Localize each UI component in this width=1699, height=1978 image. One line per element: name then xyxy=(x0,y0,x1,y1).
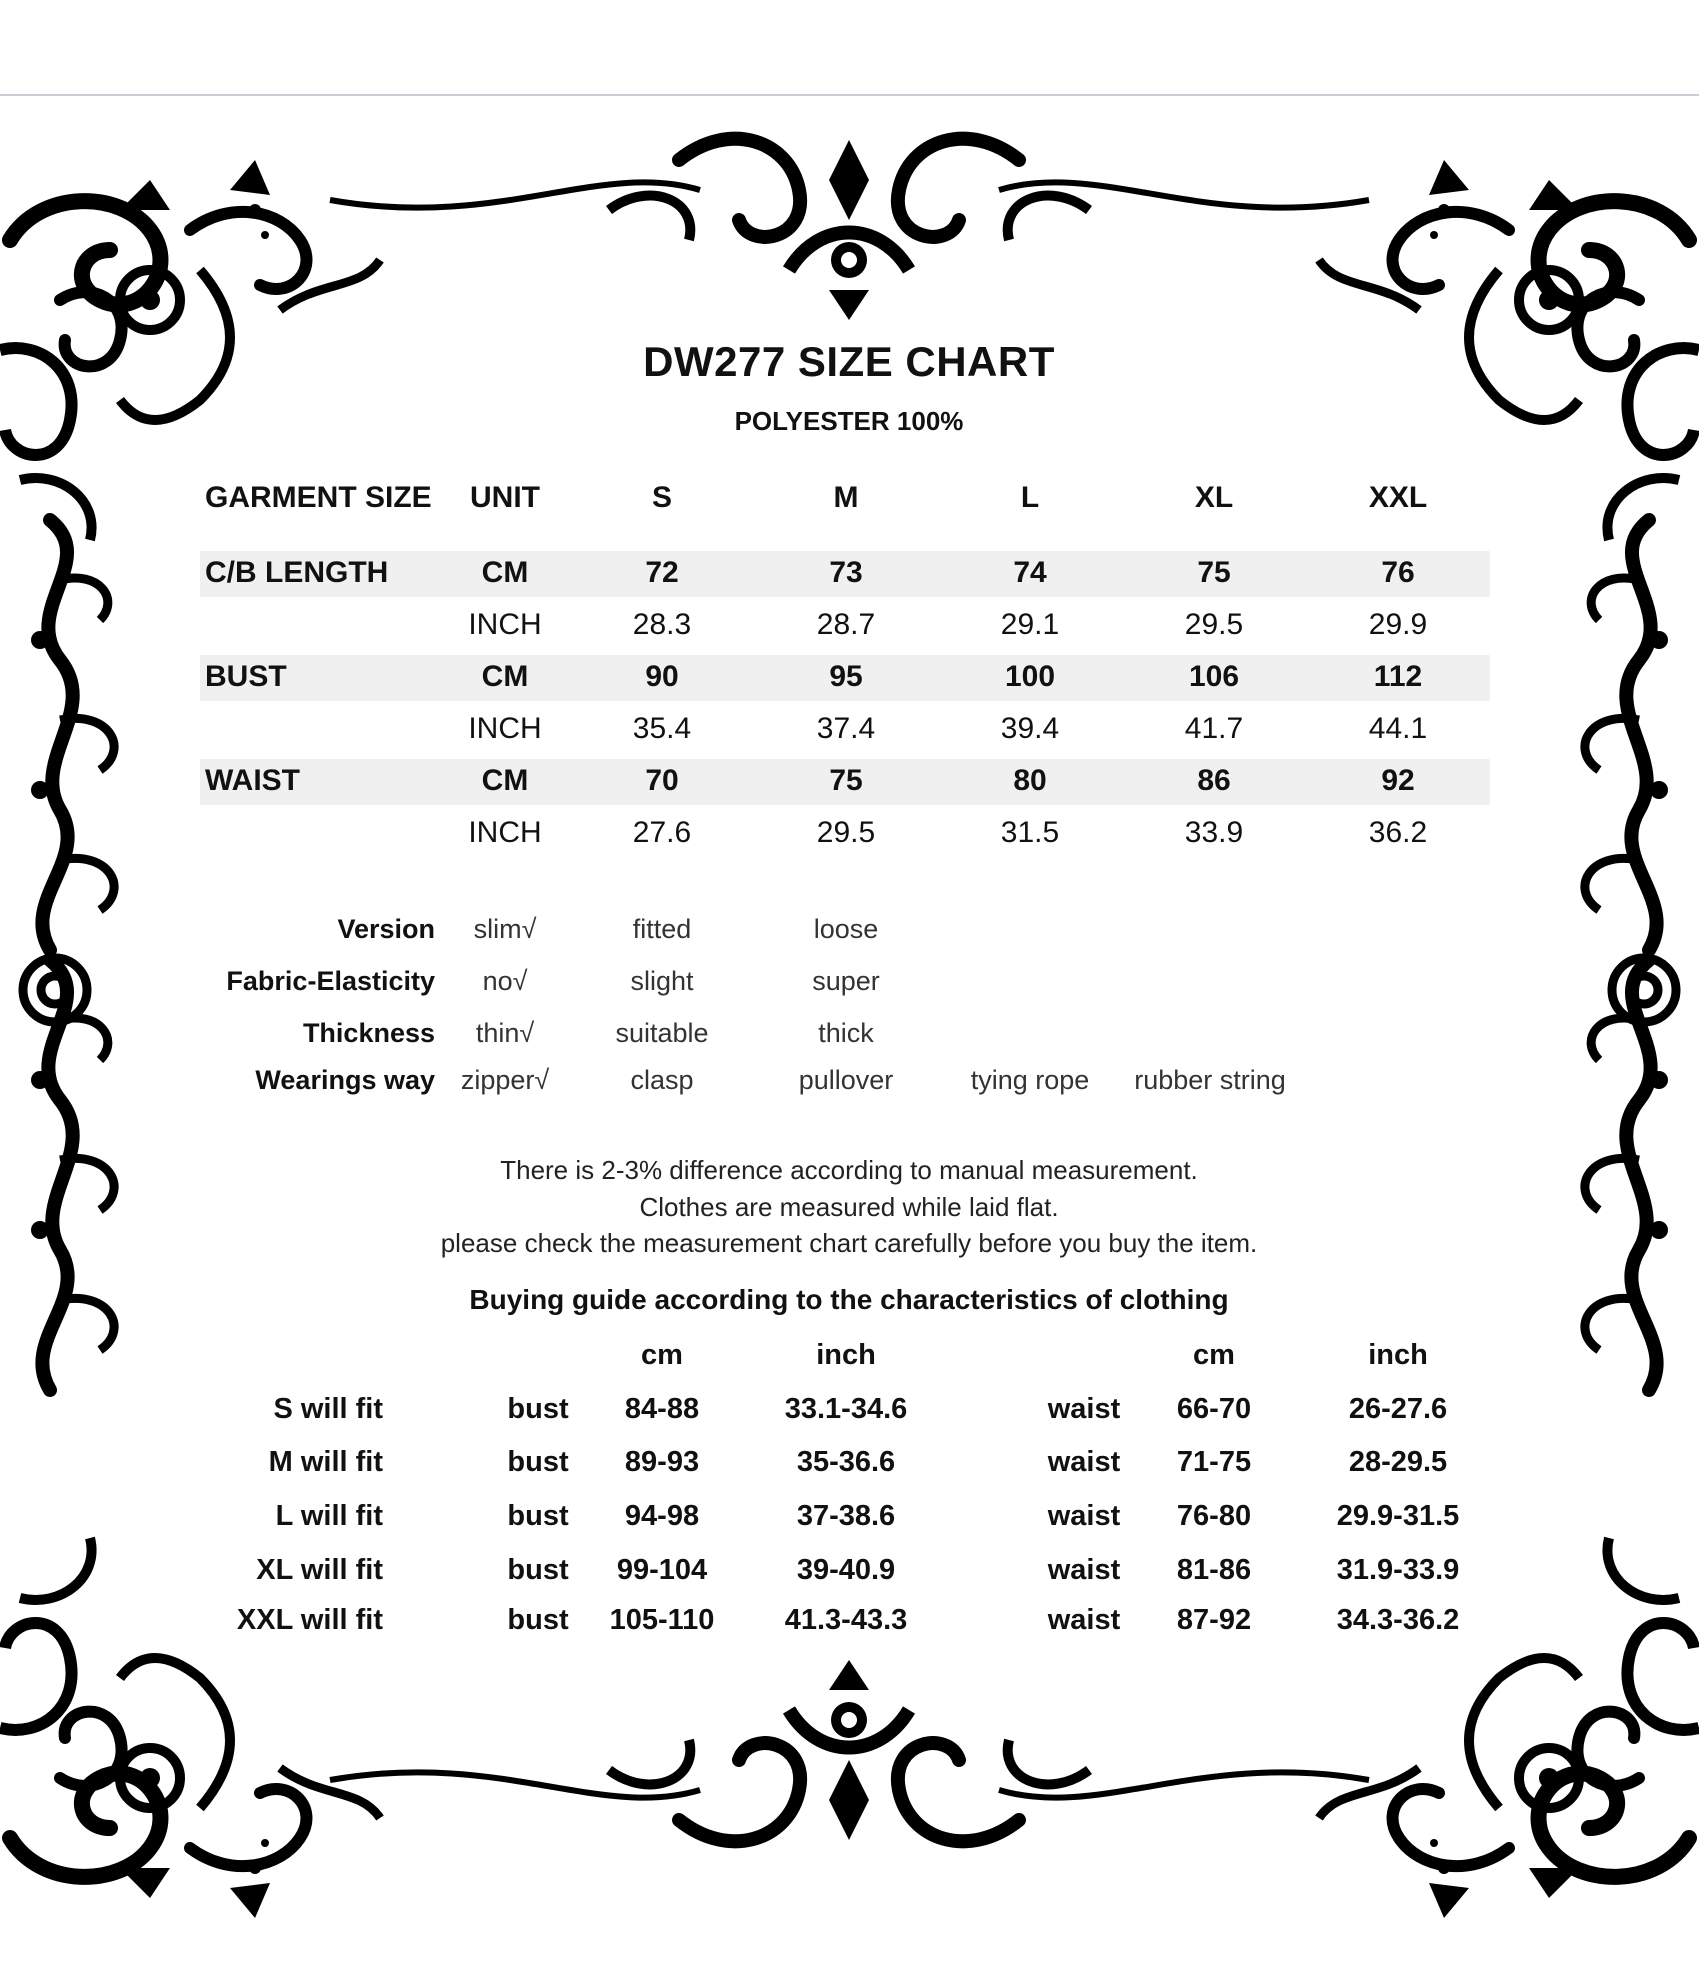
row-unit: INCH xyxy=(468,816,542,849)
guide-fit-label: XXL will fit xyxy=(236,1604,383,1636)
attribute-option: clasp xyxy=(630,1065,694,1095)
attribute-option: slim√ xyxy=(473,914,537,944)
header-size-xl: XL xyxy=(1194,481,1234,514)
attribute-option: suitable xyxy=(615,1018,709,1048)
page-title: DW277 SIZE CHART xyxy=(643,338,1055,385)
table-cell: 29.9 xyxy=(1368,608,1428,641)
guide-waist-label: waist xyxy=(1047,1604,1121,1636)
table-cell: 29.5 xyxy=(1184,608,1244,641)
attribute-option: tying rope xyxy=(970,1065,1090,1095)
table-cell: 75 xyxy=(829,764,863,797)
guide-header-waist-inch: inch xyxy=(1368,1339,1428,1371)
guide-header-bust-cm: cm xyxy=(641,1339,683,1371)
attribute-label-wearing-way: Wearings way xyxy=(255,1065,435,1095)
guide-bust-cm: 94-98 xyxy=(624,1500,700,1532)
table-cell: 86 xyxy=(1197,764,1231,797)
measurement-note: There is 2-3% difference according to manual measurement. xyxy=(500,1155,1198,1185)
table-cell: 70 xyxy=(645,764,679,797)
guide-waist-inch: 34.3-36.2 xyxy=(1336,1604,1460,1636)
attribute-option: slight xyxy=(630,966,694,996)
measurement-note: please check the measurement chart carefully before you buy the item. xyxy=(440,1228,1258,1258)
attribute-option: no√ xyxy=(482,966,528,996)
table-cell: 27.6 xyxy=(632,816,692,849)
guide-fit-label: S will fit xyxy=(273,1393,383,1425)
attribute-option: pullover xyxy=(798,1065,894,1095)
guide-waist-label: waist xyxy=(1047,1393,1121,1425)
guide-waist-inch: 31.9-33.9 xyxy=(1336,1554,1460,1586)
table-cell: 39.4 xyxy=(1000,712,1060,745)
guide-fit-label: M will fit xyxy=(268,1446,383,1478)
table-cell: 29.1 xyxy=(1000,608,1060,641)
table-cell: 28.7 xyxy=(816,608,876,641)
table-cell: 112 xyxy=(1373,660,1423,693)
guide-bust-label: bust xyxy=(507,1393,569,1425)
table-cell: 92 xyxy=(1381,764,1415,797)
attribute-option: zipper√ xyxy=(460,1065,550,1095)
table-cell: 33.9 xyxy=(1184,816,1244,849)
table-cell: 74 xyxy=(1013,556,1047,589)
guide-fit-label: XL will fit xyxy=(256,1554,383,1586)
guide-bust-cm: 89-93 xyxy=(624,1446,700,1478)
attribute-option: loose xyxy=(813,914,879,944)
attribute-option: super xyxy=(812,966,880,996)
row-unit: CM xyxy=(481,764,529,797)
header-size-m: M xyxy=(833,481,859,514)
guide-waist-inch: 28-29.5 xyxy=(1348,1446,1448,1478)
table-cell: 90 xyxy=(645,660,679,693)
attribute-option: thick xyxy=(818,1018,874,1048)
guide-bust-cm: 84-88 xyxy=(624,1393,700,1425)
guide-bust-cm: 105-110 xyxy=(609,1604,715,1636)
guide-bust-label: bust xyxy=(507,1554,569,1586)
guide-bust-inch: 33.1-34.6 xyxy=(784,1393,908,1425)
attribute-option: thin√ xyxy=(475,1018,535,1048)
measurement-note: Clothes are measured while laid flat. xyxy=(639,1192,1059,1222)
guide-header-waist-cm: cm xyxy=(1193,1339,1235,1371)
table-cell: 75 xyxy=(1197,556,1231,589)
guide-waist-cm: 81-86 xyxy=(1176,1554,1252,1586)
table-cell: 36.2 xyxy=(1368,816,1428,849)
table-cell: 100 xyxy=(1004,660,1056,693)
row-unit: INCH xyxy=(468,712,542,745)
header-unit: UNIT xyxy=(470,481,540,514)
attribute-label-elasticity: Fabric-Elasticity xyxy=(226,966,435,996)
guide-bust-label: bust xyxy=(507,1500,569,1532)
row-unit: CM xyxy=(481,556,529,589)
attribute-label-version: Version xyxy=(337,914,435,944)
header-size-xxl: XXL xyxy=(1368,481,1428,514)
buying-guide-title: Buying guide according to the characteristics of clothing xyxy=(469,1284,1229,1315)
guide-bust-label: bust xyxy=(507,1604,569,1636)
guide-bust-inch: 41.3-43.3 xyxy=(784,1604,908,1636)
table-cell: 37.4 xyxy=(816,712,876,745)
table-cell: 106 xyxy=(1188,660,1240,693)
table-cell: 76 xyxy=(1381,556,1415,589)
guide-bust-label: bust xyxy=(507,1446,569,1478)
attribute-option: rubber string xyxy=(1134,1065,1286,1095)
row-unit: CM xyxy=(481,660,529,693)
guide-waist-inch: 29.9-31.5 xyxy=(1336,1500,1460,1532)
row-unit: INCH xyxy=(468,608,542,641)
row-label: C/B LENGTH xyxy=(205,556,389,589)
guide-header-bust-inch: inch xyxy=(816,1339,876,1371)
guide-waist-cm: 76-80 xyxy=(1176,1500,1252,1532)
guide-waist-cm: 66-70 xyxy=(1176,1393,1252,1425)
guide-waist-cm: 71-75 xyxy=(1176,1446,1252,1478)
guide-waist-cm: 87-92 xyxy=(1176,1604,1252,1636)
guide-waist-label: waist xyxy=(1047,1554,1121,1586)
table-cell: 73 xyxy=(829,556,863,589)
guide-bust-inch: 35-36.6 xyxy=(796,1446,896,1478)
table-cell: 41.7 xyxy=(1184,712,1244,745)
header-garment-size: GARMENT SIZE xyxy=(205,481,432,514)
table-cell: 44.1 xyxy=(1368,712,1428,745)
page-subtitle: POLYESTER 100% xyxy=(734,406,964,436)
table-cell: 80 xyxy=(1013,764,1047,797)
header-size-s: S xyxy=(651,481,673,514)
guide-bust-inch: 37-38.6 xyxy=(796,1500,896,1532)
row-label: WAIST xyxy=(205,764,300,797)
table-cell: 31.5 xyxy=(1000,816,1060,849)
table-cell: 35.4 xyxy=(632,712,692,745)
attribute-option: fitted xyxy=(632,914,692,944)
table-cell: 72 xyxy=(645,556,679,589)
table-cell: 29.5 xyxy=(816,816,876,849)
guide-bust-inch: 39-40.9 xyxy=(796,1554,896,1586)
guide-waist-label: waist xyxy=(1047,1500,1121,1532)
guide-waist-label: waist xyxy=(1047,1446,1121,1478)
attribute-label-thickness: Thickness xyxy=(302,1018,435,1048)
guide-waist-inch: 26-27.6 xyxy=(1348,1393,1448,1425)
guide-bust-cm: 99-104 xyxy=(616,1554,708,1586)
row-label: BUST xyxy=(205,660,287,693)
table-cell: 28.3 xyxy=(632,608,692,641)
guide-fit-label: L will fit xyxy=(275,1500,383,1532)
table-cell: 95 xyxy=(829,660,863,693)
header-size-l: L xyxy=(1020,481,1040,514)
